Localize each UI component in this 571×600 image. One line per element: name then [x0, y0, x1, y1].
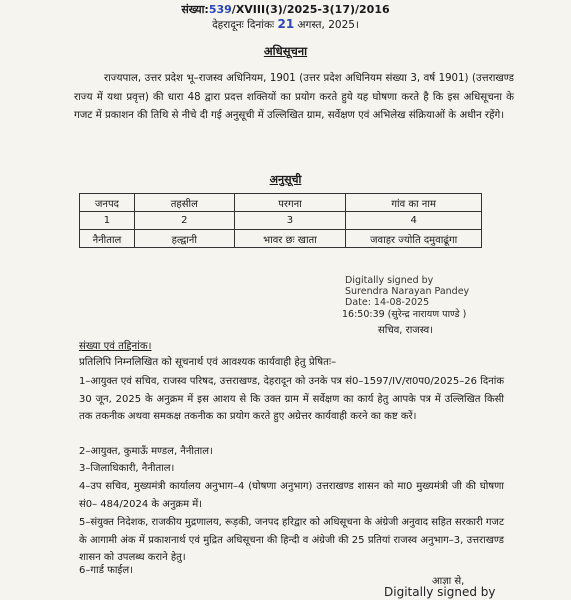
- schedule-header-row: [80, 194, 482, 212]
- signature-line-2: Surendra Narayan Pandey: [345, 286, 470, 297]
- date-line: [0, 17, 571, 32]
- list-item: 5–संयुक्त निदेशक, राजकीय मुद्रणालय, रूड़की, जनपद हरिद्वार को अधिसूचना के अंग्रेजी अनुवाद सहित सरकारी गजट के आगामी अंक में प्रकाशनार्थ एवं मुद्रित अधिसूचना की हिन्दी व अंग्रेजी की 25 प्रतियां राजस्व अनुभाग–3, उत्तराखण्ड शासन को उपलब्ध कराने हेतु।: [79, 517, 504, 563]
- table-cell: 1: [80, 212, 135, 230]
- list-item: 3–जिलाधिकारी, नैनीताल।: [79, 463, 175, 474]
- footer-digital-signature: Digitally signed by: [384, 585, 496, 599]
- table-cell: 4: [346, 212, 482, 230]
- body-paragraph: राज्यपाल, उत्तर प्रदेश भू–राजस्व अधिनियम, 1901 (उत्तर प्रदेश अधिनियम संख्या 3, वर्ष 1901) (उत्तराखण्ड राज्य में यथा प्रवृत्त) की धारा 48 द्वारा प्रदत्त शक्तियों का प्रयोग करते हुये यह घोषणा करते है कि इस अधिसूचना के गजट में प्रकाशन की तिथि से नीचे दी गई अनुसूची में उल्लिखित ग्राम, सर्वेक्षण एवं अभिलेख संक्रियाओं के अधीन रहेंगे।: [74, 73, 514, 121]
- date-day-handwritten: 21: [277, 17, 295, 31]
- digital-signature-block: [345, 275, 469, 308]
- reference-number: [0, 2, 571, 17]
- col-village: गांव का नाम: [346, 194, 482, 212]
- table-row: [80, 230, 482, 248]
- schedule-table: [79, 193, 482, 248]
- date-suffix: अगस्त, 2025।: [297, 19, 359, 31]
- table-cell: 3: [234, 212, 346, 230]
- date-prefix: देहरादूनः दिनांकः: [212, 19, 275, 31]
- list-item: 4–उप सचिव, मुख्यमंत्री कार्यालय अनुभाग–4 (घोषणा अनुभाग) उत्तराखण्ड शासन को मा0 मुख्यमंत्री जी की घोषणा सं0– 484/2024 के अनुक्रम में।: [79, 481, 504, 510]
- signature-date: Date: 14-08-2025: [345, 297, 430, 308]
- ref-number-handwritten: 539: [208, 3, 232, 16]
- table-cell: 2: [134, 212, 234, 230]
- signature-line-1: Digitally signed by: [345, 275, 434, 286]
- col-pargana: परगना: [234, 194, 346, 212]
- col-tehsil: तहसील: [134, 194, 234, 212]
- signatory-designation: सचिव, राजस्व।: [378, 325, 433, 336]
- table-cell: नैनीताल: [80, 230, 135, 248]
- schedule-number-row: [80, 212, 482, 230]
- schedule-title: अनुसूची: [269, 173, 302, 186]
- list-item: 6–गार्ड फाईल।: [79, 565, 133, 576]
- col-district: जनपद: [80, 194, 135, 212]
- table-cell: हल्द्वानी: [134, 230, 234, 248]
- ref-suffix: /XVIII(3)/2025-3(17)/2016: [231, 3, 390, 16]
- document-title: अधिसूचना: [263, 44, 308, 58]
- copy-heading: संख्या एवं तद्दिनांक।: [79, 341, 152, 352]
- list-item: 2–आयुक्त, कुमाऊँ मण्डल, नैनीताल।: [79, 446, 213, 457]
- closing-line: आज्ञा से,: [432, 576, 465, 587]
- table-cell: जवाहर ज्योति दमुवाढूंगा: [346, 230, 482, 248]
- copy-intro: प्रतिलिपि निम्नलिखित को सूचनार्थ एवं आवश्यक कार्यवाही हेतु प्रेषितः–: [79, 357, 337, 368]
- ref-prefix: संख्या:: [181, 3, 209, 16]
- signatory-name: 16:50:39 (सुरेन्द्र नारायण पाण्डे ): [342, 309, 467, 320]
- table-cell: भावर छः खाता: [234, 230, 346, 248]
- list-item: 1–आयुक्त एवं सचिव, राजस्व परिषद, उत्तराखण्ड, देहरादून को उनके पत्र सं0–1597/IV/रा0प0/2025–26 दिनांक 30 जून, 2025 के अनुक्रम में इस आशय से कि उक्त ग्राम में सर्वेक्षण का कार्य हेतु आपके पत्र में उल्लिखित किसी तक तकनीक अथवा समकक्ष तकनीक का प्रयोग करते हुए अग्रेत्तर कार्यवाही करने का कष्ट करें।: [79, 376, 504, 422]
